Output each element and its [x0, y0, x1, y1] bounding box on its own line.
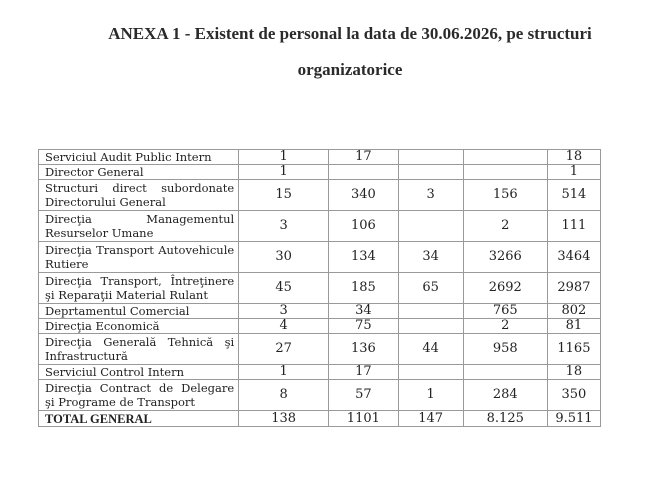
cell-value: 30: [239, 242, 329, 273]
cell-value: 1165: [547, 334, 600, 365]
cell-value: 1: [239, 165, 329, 180]
cell-value: 134: [329, 242, 399, 273]
cell-value: 18: [547, 150, 600, 165]
table-row: [39, 304, 601, 319]
cell-value: 8: [239, 380, 329, 411]
cell-value: 958: [463, 334, 547, 365]
cell-value: [329, 165, 399, 180]
cell-value: 44: [398, 334, 463, 365]
total-value: 1101: [329, 411, 399, 427]
table-row: [39, 242, 601, 273]
row-name: Direcţia Contract de Delegare şi Programe de Transport: [39, 380, 239, 411]
cell-value: 2: [463, 319, 547, 334]
row-name: Direcţia Managementul Resurselor Umane: [39, 211, 239, 242]
personnel-table: [38, 149, 601, 427]
cell-value: 57: [329, 380, 399, 411]
table-row: [39, 150, 601, 165]
cell-value: 3: [239, 304, 329, 319]
cell-value: [398, 365, 463, 380]
cell-value: 34: [398, 242, 463, 273]
cell-value: 1: [239, 365, 329, 380]
row-name: Structuri direct subordonate Directorului General: [39, 180, 239, 211]
cell-value: [398, 319, 463, 334]
table-row: [39, 180, 601, 211]
table-row: [39, 365, 601, 380]
cell-value: 802: [547, 304, 600, 319]
cell-value: 65: [398, 273, 463, 304]
cell-value: 106: [329, 211, 399, 242]
row-name: Direcţia Transport Autovehicule Rutiere: [39, 242, 239, 273]
cell-value: 4: [239, 319, 329, 334]
cell-value: [463, 150, 547, 165]
total-value: 9.511: [547, 411, 600, 427]
table-row: [39, 380, 601, 411]
cell-value: 45: [239, 273, 329, 304]
cell-value: 2: [463, 211, 547, 242]
total-value: 8.125: [463, 411, 547, 427]
cell-value: 2987: [547, 273, 600, 304]
row-name: Direcţia Generală Tehnică şi Infrastructură: [39, 334, 239, 365]
row-name: Director General: [39, 165, 239, 180]
cell-value: 17: [329, 150, 399, 165]
row-name: Serviciul Control Intern: [39, 365, 239, 380]
cell-value: 1: [398, 380, 463, 411]
cell-value: 15: [239, 180, 329, 211]
cell-value: 75: [329, 319, 399, 334]
cell-value: [463, 365, 547, 380]
page-title: [0, 18, 660, 86]
total-row: [39, 411, 601, 427]
cell-value: 27: [239, 334, 329, 365]
cell-value: 340: [329, 180, 399, 211]
row-name: Deprtamentul Comercial: [39, 304, 239, 319]
cell-value: 514: [547, 180, 600, 211]
cell-value: 34: [329, 304, 399, 319]
cell-value: 156: [463, 180, 547, 211]
cell-value: 3266: [463, 242, 547, 273]
cell-value: 2692: [463, 273, 547, 304]
table-row: [39, 165, 601, 180]
title-line-2: organizatorice: [297, 60, 403, 79]
cell-value: 284: [463, 380, 547, 411]
cell-value: 136: [329, 334, 399, 365]
table-row: [39, 273, 601, 304]
cell-value: [463, 165, 547, 180]
table-row: [39, 334, 601, 365]
cell-value: 17: [329, 365, 399, 380]
cell-value: [398, 211, 463, 242]
cell-value: 1: [239, 150, 329, 165]
row-name: Direcţia Economică: [39, 319, 239, 334]
cell-value: 81: [547, 319, 600, 334]
table-row: [39, 211, 601, 242]
cell-value: 3: [398, 180, 463, 211]
cell-value: 185: [329, 273, 399, 304]
cell-value: 765: [463, 304, 547, 319]
total-value: 147: [398, 411, 463, 427]
cell-value: 18: [547, 365, 600, 380]
row-name: Serviciul Audit Public Intern: [39, 150, 239, 165]
cell-value: 3464: [547, 242, 600, 273]
table-row: [39, 319, 601, 334]
cell-value: [398, 150, 463, 165]
row-name: Direcţia Transport, Întreţinere şi Reparaţii Material Rulant: [39, 273, 239, 304]
cell-value: 3: [239, 211, 329, 242]
cell-value: 111: [547, 211, 600, 242]
total-value: 138: [239, 411, 329, 427]
cell-value: [398, 165, 463, 180]
cell-value: 350: [547, 380, 600, 411]
total-label: TOTAL GENERAL: [39, 411, 239, 427]
cell-value: [398, 304, 463, 319]
title-line-1: ANEXA 1 - Existent de personal la data de 30.06.2026, pe structuri: [108, 24, 592, 43]
cell-value: 1: [547, 165, 600, 180]
